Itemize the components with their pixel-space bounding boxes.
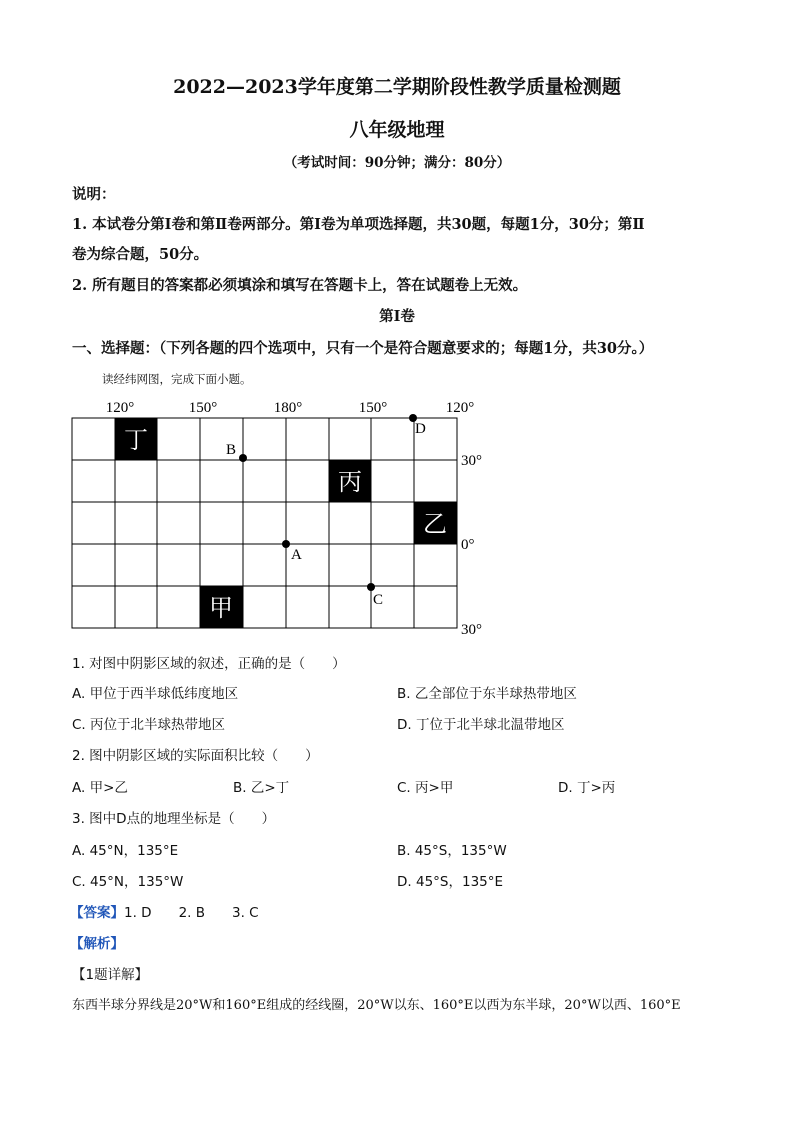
graticule-map — [60, 392, 500, 642]
longitude-label-120e: 120° — [445, 400, 475, 416]
longitude-label-150e: 150° — [358, 400, 388, 416]
question-3-option-c: C. 45°N，135°W — [72, 874, 184, 890]
exam-subtitle: 八年级地理 — [349, 119, 445, 141]
point-b — [239, 454, 247, 462]
analysis-detail-label: 【1题详解】 — [72, 967, 149, 983]
notes-item-1-line-1: 1. 本试卷分第Ⅰ卷和第Ⅱ卷两部分。第Ⅰ卷为单项选择题，共30题，每题1分，30分；第Ⅱ — [72, 216, 645, 233]
point-d-label: D — [415, 421, 426, 437]
shaded-label-ding: 丁 — [124, 428, 148, 454]
longitude-label-180: 180° — [273, 400, 303, 416]
section-heading: 一、选择题：（下列各题的四个选项中，只有一个是符合题意要求的；每题1分，共30分。） — [72, 340, 654, 357]
question-1-option-a: A. 甲位于西半球低纬度地区 — [72, 686, 239, 702]
analysis-label: 【解析】 — [70, 936, 124, 952]
point-b-label: B — [226, 442, 237, 458]
question-3-option-d: D. 45°S，135°E — [397, 874, 504, 890]
latitude-label-0: 0° — [461, 537, 475, 553]
question-1-option-d: D. 丁位于北半球北温带地区 — [397, 717, 565, 733]
map-instruction: 读经纬网图，完成下面小题。 — [102, 372, 252, 386]
shaded-label-yi: 乙 — [423, 512, 447, 538]
exam-info: （考试时间：90分钟；满分：80分） — [283, 155, 511, 171]
shaded-label-jia: 甲 — [209, 596, 233, 622]
point-a — [282, 540, 290, 548]
question-3-option-a: A. 45°N，135°E — [72, 843, 179, 859]
question-3-option-b: B. 45°S，135°W — [397, 843, 507, 859]
notes-label: 说明： — [72, 186, 116, 203]
question-2-stem: 2. 图中阴影区域的实际面积比较（ ） — [72, 748, 319, 764]
analysis-text: 东西半球分界线是20°W和160°E组成的经线圈，20°W以东、160°E以西为东半球，20°W以西、160°E — [72, 998, 681, 1013]
question-3-stem: 3. 图中D点的地理坐标是（ ） — [72, 811, 276, 827]
question-1-stem: 1. 对图中阴影区域的叙述，正确的是（ ） — [72, 656, 346, 672]
question-2-option-c: C. 丙>甲 — [397, 780, 454, 796]
latitude-label-30s: 30° — [461, 622, 482, 638]
answer-text: 1. D 2. B 3. C — [124, 905, 259, 921]
question-2-option-d: D. 丁>丙 — [558, 780, 616, 796]
latitude-label-30n: 30° — [461, 453, 482, 469]
point-c — [367, 583, 375, 591]
answer-line — [70, 901, 259, 921]
question-1-option-c: C. 丙位于北半球热带地区 — [72, 717, 226, 733]
point-a-label: A — [291, 547, 302, 563]
question-1-option-b: B. 乙全部位于东半球热带地区 — [397, 686, 577, 702]
longitude-label-120w: 120° — [105, 400, 135, 416]
volume-title: 第Ⅰ卷 — [379, 308, 415, 325]
question-2-option-a: A. 甲>乙 — [72, 780, 128, 796]
shaded-label-bing: 丙 — [338, 470, 362, 496]
answer-label: 【答案】 — [70, 905, 124, 921]
notes-item-2: 2. 所有题目的答案都必须填涂和填写在答题卡上，答在试题卷上无效。 — [72, 277, 528, 294]
longitude-label-150w: 150° — [188, 400, 218, 416]
question-2-option-b: B. 乙>丁 — [233, 780, 290, 796]
notes-item-1-line-2: 卷为综合题，50分。 — [72, 246, 209, 263]
exam-title: 2022—2023学年度第二学期阶段性教学质量检测题 — [173, 76, 621, 98]
point-c-label: C — [373, 592, 384, 608]
